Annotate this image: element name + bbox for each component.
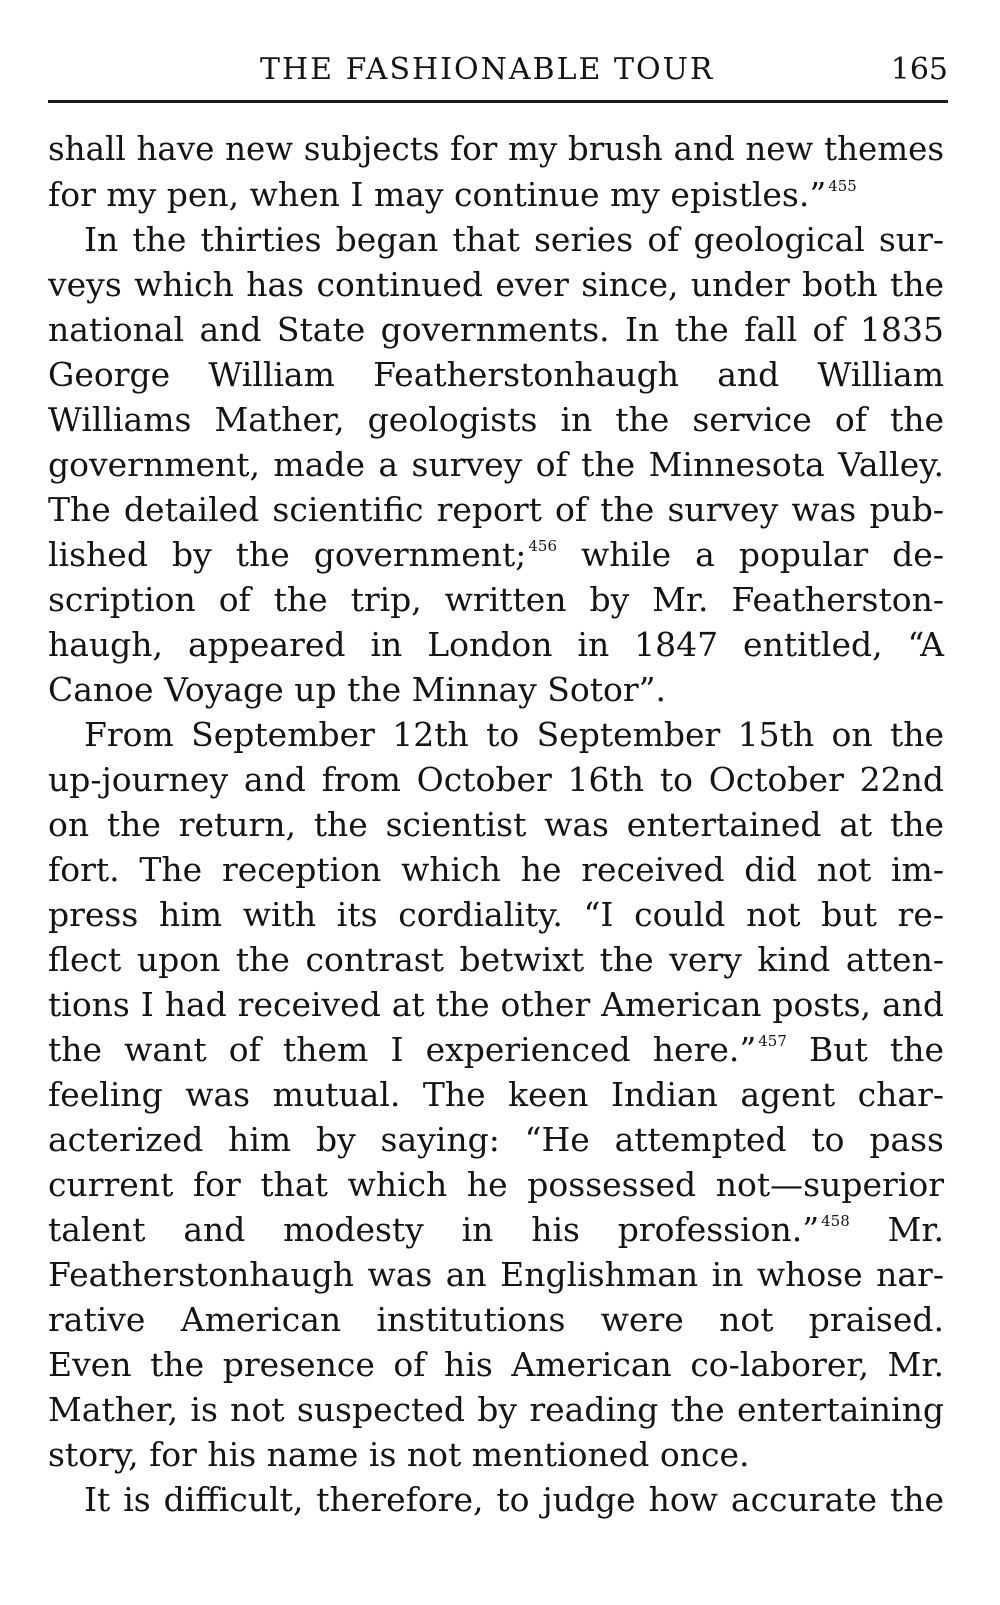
running-title: THE FASHIONABLE TOUR xyxy=(260,52,715,87)
text-line: scription of the trip, written by Mr. Featherston- xyxy=(48,580,944,619)
text-line: acterized him by saying: “He attempted to pass xyxy=(48,1120,944,1159)
body-text xyxy=(48,127,944,1522)
text-line: veys which has continued ever since, under both the xyxy=(48,265,944,304)
text-line: haugh, appeared in London in 1847 entitled, “A xyxy=(48,625,944,664)
text-line: flect upon the contrast betwixt the very kind atten- xyxy=(48,940,944,979)
text-line: talent and modesty in his profession.” $^{458}$ Mr. xyxy=(48,1210,944,1249)
footnote-ref: 456 xyxy=(528,537,558,555)
text-line: Canoe Voyage up the Minnay Sotor”. xyxy=(48,670,666,709)
footnote-ref: 455 xyxy=(828,177,857,195)
text-line: George William Featherstonhaugh and William xyxy=(48,355,944,394)
text-line: story, for his name is not mentioned once. xyxy=(48,1435,750,1474)
text-line: government, made a survey of the Minnesota Valley. xyxy=(48,445,944,484)
text-line: on the return, the scientist was entertained at the xyxy=(48,805,944,844)
page-number: 165 xyxy=(890,52,948,87)
text-line: current for that which he possessed not—superior xyxy=(48,1165,944,1204)
text-line: for my pen, when I may continue my epistles.” $^{455}$ xyxy=(48,175,857,214)
header-rule xyxy=(48,100,948,103)
text-line: It is difficult, therefore, to judge how accurate the xyxy=(84,1480,944,1519)
text-line: feeling was mutual. The keen Indian agent char- xyxy=(48,1075,944,1114)
running-head xyxy=(48,48,948,92)
text-line: lished by the government; $^{456}$ while a popular de- xyxy=(48,535,944,574)
text-line: Featherstonhaugh was an Englishman in whose nar- xyxy=(48,1255,944,1294)
text-line: shall have new subjects for my brush and new themes xyxy=(48,130,944,168)
text-line: The detailed scientific report of the survey was pub- xyxy=(48,490,944,529)
text-line: press him with its cordiality. “I could not but re- xyxy=(48,895,944,934)
text-line: rative American institutions were not praised. xyxy=(48,1300,944,1339)
text-line: Even the presence of his American co-laborer, Mr. xyxy=(48,1345,944,1384)
text-line: fort. The reception which he received did not im- xyxy=(48,850,944,889)
footnote-ref: 457 xyxy=(758,1032,787,1050)
text-line: national and State governments. In the fall of 1835 xyxy=(48,310,944,349)
text-line: the want of them I experienced here.” $^{457}$ But the xyxy=(48,1030,944,1069)
text-line: tions I had received at the other American posts, and xyxy=(48,985,944,1024)
footnote-ref: 458 xyxy=(821,1212,850,1230)
text-line: up-journey and from October 16th to October 22nd xyxy=(48,760,944,799)
text-line: From September 12th to September 15th on the xyxy=(84,715,944,754)
text-line: In the thirties began that series of geological sur- xyxy=(84,220,944,259)
text-line: Mather, is not suspected by reading the entertaining xyxy=(48,1390,944,1429)
text-line: Williams Mather, geologists in the service of the xyxy=(48,400,944,439)
